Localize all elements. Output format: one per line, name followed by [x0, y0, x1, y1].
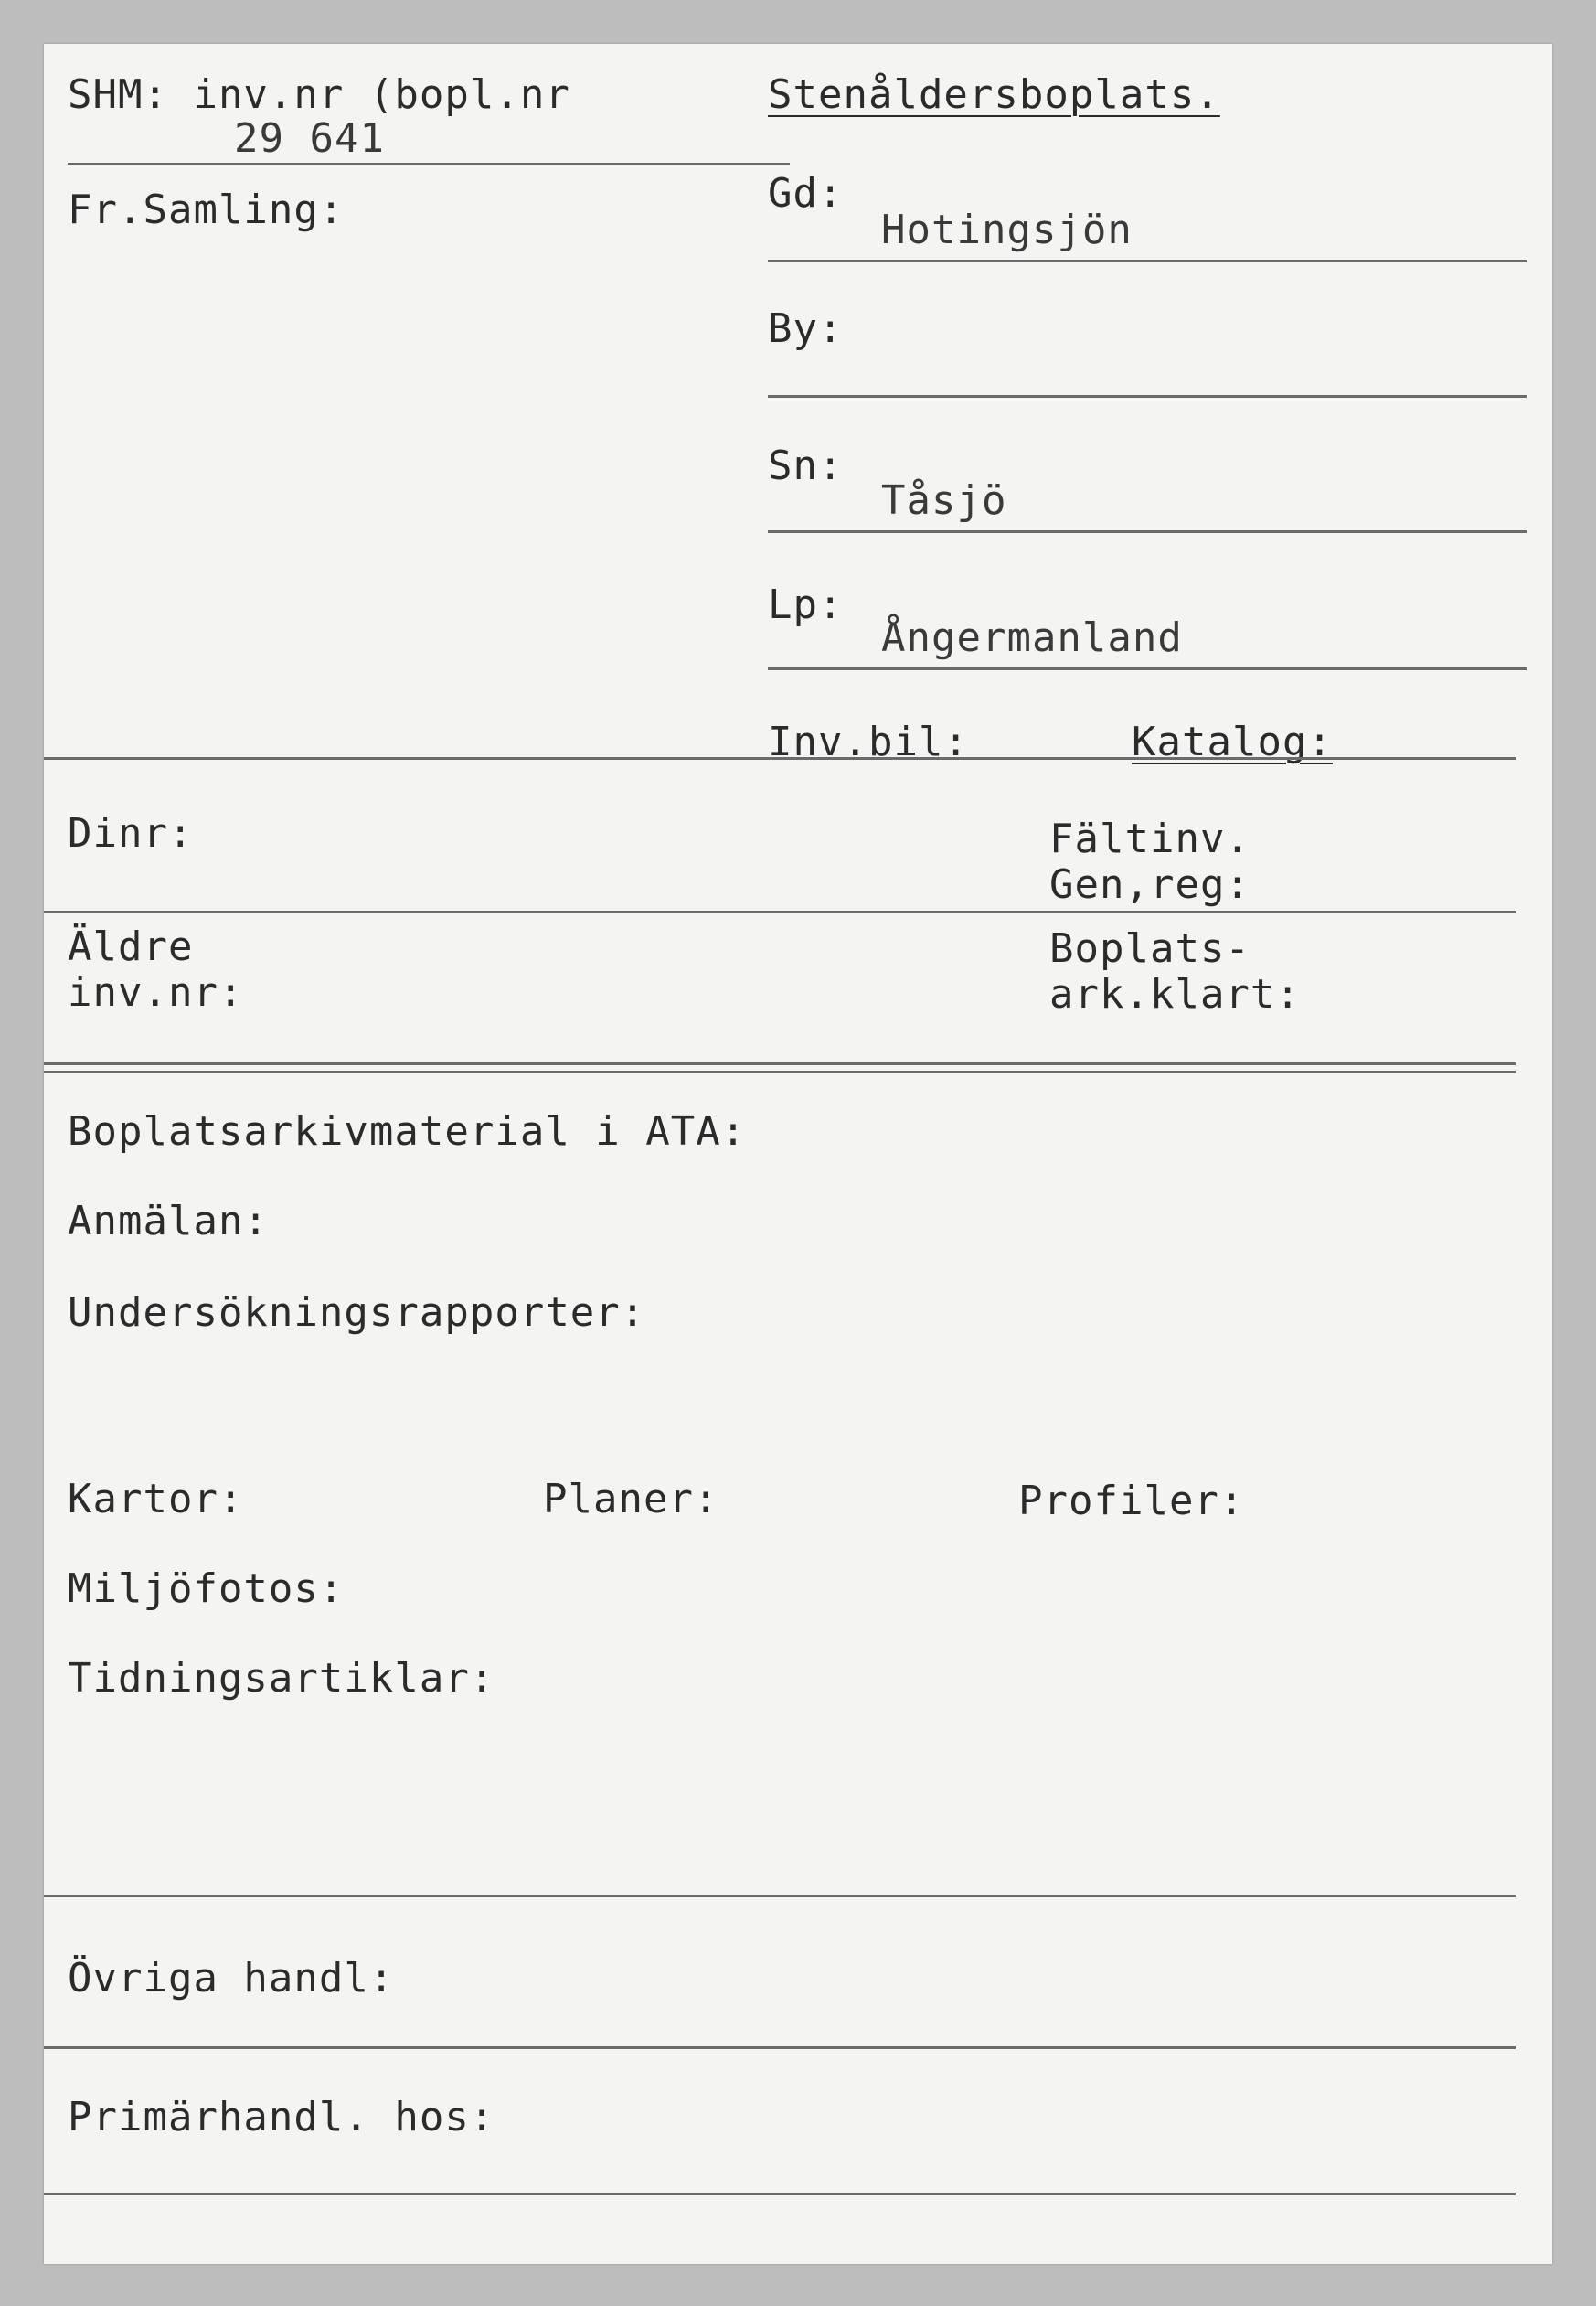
index-card	[44, 44, 1552, 2264]
by-label: By:	[768, 305, 844, 352]
sn-value: Tåsjö	[881, 477, 1007, 524]
tidning-label: Tidningsartiklar:	[68, 1655, 495, 1702]
lp-label: Lp:	[768, 582, 844, 628]
section-rule-4	[44, 2046, 1516, 2049]
section-rule-1	[44, 757, 1516, 760]
section-rule-5	[44, 2193, 1516, 2195]
dinr-label: Dinr:	[68, 810, 194, 857]
sn-label: Sn:	[768, 443, 844, 489]
lp-rule	[768, 667, 1527, 670]
boplats-label: Boplats-	[1049, 925, 1250, 972]
profiler-label: Profiler:	[1018, 1478, 1245, 1524]
arkklart-label: ark.klart:	[1049, 971, 1301, 1018]
card-title: Stenåldersboplats.	[768, 71, 1220, 118]
planer-label: Planer:	[543, 1476, 719, 1522]
anmalan-label: Anmälan:	[68, 1198, 269, 1244]
invbil-label: Inv.bil:	[768, 719, 969, 765]
lp-value: Ångermanland	[881, 614, 1183, 661]
aldre-label: Äldre	[68, 923, 194, 970]
by-rule	[768, 395, 1527, 398]
ovriga-label: Övriga handl:	[68, 1955, 395, 2002]
section-rule-3	[44, 1895, 1516, 1897]
rapporter-label: Undersökningsrapporter:	[68, 1289, 646, 1336]
archive-heading: Boplatsarkivmaterial i ATA:	[68, 1108, 747, 1155]
shm-inv-label: SHM: inv.nr (bopl.nr	[68, 71, 570, 118]
katalog-label: Katalog:	[1132, 719, 1333, 765]
gd-rule	[768, 260, 1527, 262]
gd-value: Hotingsjön	[881, 207, 1133, 253]
samling-label: Fr.Samling:	[68, 187, 345, 233]
kartor-label: Kartor:	[68, 1476, 244, 1522]
section-rule-2	[44, 911, 1516, 913]
aldre-invnr-label: inv.nr:	[68, 969, 244, 1016]
header-left-rule	[68, 163, 790, 165]
faltinv-label: Fältinv.	[1049, 816, 1250, 862]
section-rule-double	[44, 1062, 1516, 1073]
shm-inv-value: 29 641	[234, 115, 385, 162]
genreg-label: Gen,reg:	[1049, 861, 1250, 908]
primar-label: Primärhandl. hos:	[68, 2094, 495, 2141]
gd-label: Gd:	[768, 170, 844, 217]
sn-rule	[768, 530, 1527, 533]
miljofotos-label: Miljöfotos:	[68, 1565, 345, 1612]
